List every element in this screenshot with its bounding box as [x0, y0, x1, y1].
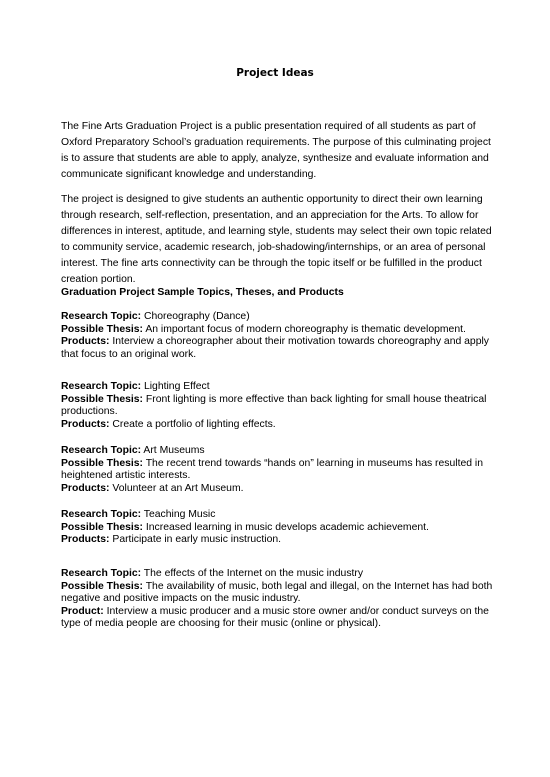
products-label: Products:: [61, 534, 110, 546]
products-value: Create a portfolio of lighting effects.: [112, 418, 276, 430]
topic-block-choreography: [61, 311, 501, 361]
research-topic-value: Lighting Effect: [143, 381, 210, 392]
thesis-value: Front lighting is more effective than back lighting for small house theatrical productions.: [61, 393, 487, 418]
research-topic-value: Choreography (Dance): [143, 311, 250, 322]
products-label: Products:: [61, 336, 110, 348]
thesis-label: Possible Thesis:: [61, 521, 143, 533]
research-topic-value: Teaching Music: [143, 509, 216, 520]
products-value: Interview a music producer and a music store owner and/or conduct surveys on the type of media people are choosing for their music (online or physical).: [61, 605, 489, 630]
products-label: Products:: [61, 418, 110, 430]
research-topic-value: The effects of the Internet on the music industry: [143, 568, 364, 579]
products-value: Volunteer at an Art Museum.: [112, 482, 244, 494]
thesis-value: The availability of music, both legal and illegal, on the Internet has had both negative and positive impacts on the music industry.: [61, 580, 493, 605]
topic-block-lighting: [61, 381, 501, 431]
thesis-label: Possible Thesis:: [61, 323, 143, 335]
topic-block-teaching-music: [61, 509, 501, 547]
section-heading: Graduation Project Sample Topics, Theses, and Products: [61, 287, 344, 298]
thesis-label: Possible Thesis:: [61, 580, 143, 592]
research-topic-label: Research Topic:: [61, 445, 142, 456]
research-topic-label: Research Topic:: [61, 509, 142, 520]
research-topic-label: Research Topic:: [61, 311, 142, 322]
thesis-value: Increased learning in music develops academic achievement.: [145, 521, 429, 533]
thesis-value: The recent trend towards “hands on” learning in museums has resulted in heightened artistic interests.: [61, 457, 483, 482]
description-paragraph: The project is designed to give students an authentic opportunity to direct their own learning through research, self-reflection, presentation, and an appreciation for the Arts. To allow for differences in interest, aptitude, and learning style, students may select their own topic related to community service, academic research, job-shadowing/internships, or an area of personal interest. The fine arts connectivity can be through the topic itself or be fulfilled in the product creation portion.: [61, 194, 492, 285]
thesis-value: An important focus of modern choreography is thematic development.: [145, 323, 466, 335]
products-label: Products:: [61, 482, 110, 494]
topic-block-art-museums: [61, 445, 501, 495]
thesis-label: Possible Thesis:: [61, 393, 143, 405]
thesis-label: Possible Thesis:: [61, 457, 143, 469]
products-label: Product:: [61, 605, 104, 617]
research-topic-label: Research Topic:: [61, 381, 142, 392]
page-title: Project Ideas: [236, 67, 314, 79]
products-value: Participate in early music instruction.: [112, 534, 282, 546]
research-topic-label: Research Topic:: [61, 568, 142, 579]
research-topic-value: Art Museums: [143, 445, 205, 456]
intro-paragraph: The Fine Arts Graduation Project is a public presentation required of all students as part of Oxford Preparatory School’s graduation requirements. The purpose of this culminating project is to assure that students are able to apply, analyze, synthesize and evaluate information and communicate significant knowledge and understanding.: [61, 121, 491, 180]
topic-block-internet-music: [61, 568, 501, 631]
products-value: Interview a choreographer about their motivation towards choreography and apply that focus to an original work.: [61, 336, 489, 360]
